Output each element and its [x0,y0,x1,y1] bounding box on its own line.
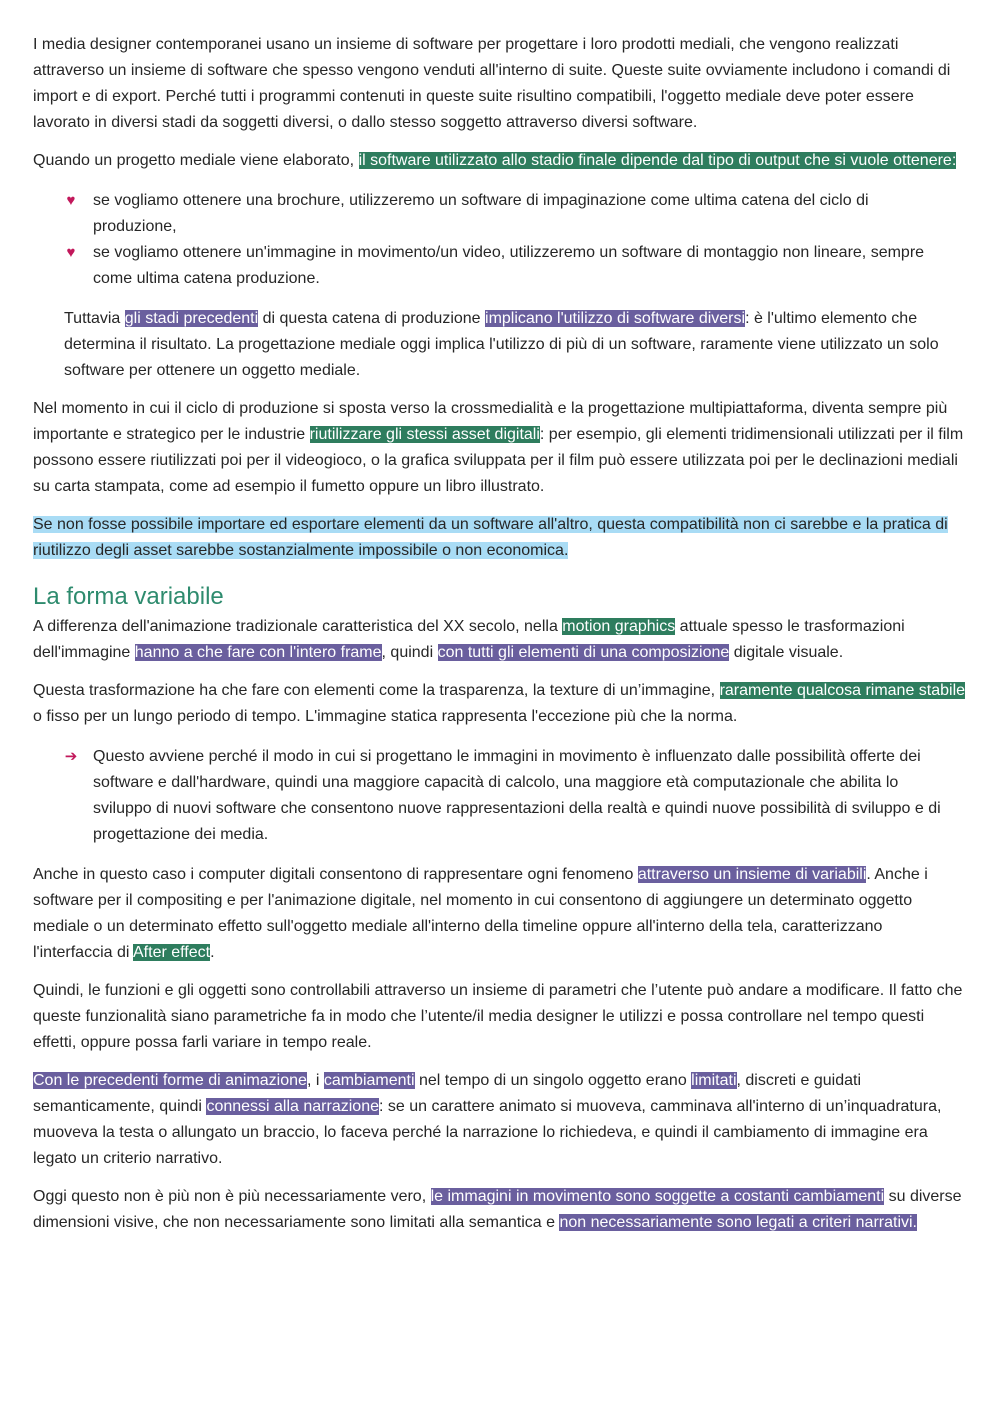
paragraph-stages: Tuttavia gli stadi precedenti di questa catena di produzione implicano l'utilizzo di software diversi: è l'ultimo elemento che determina il risultato. La progettazione mediale oggi implica l'utilizzo di più di un software, raramente viene utilizzato un solo software per ottenere un oggetto mediale. [64,310,939,379]
highlight-purple: non necessariamente sono legati a criteri narrativi. [559,1214,917,1231]
heart-icon: ♥ [66,192,76,209]
paragraph-output: Quando un progetto mediale viene elaborato, il software utilizzato allo stadio finale dipende dal tipo di output che si vuole ottenere: [33,152,957,169]
highlight-blue: Se non fosse possibile importare ed esportare elementi da un software all'altro, questa compatibilità non ci sarebbe e la pratica di riutilizzo degli asset sarebbe sostanzialmente impossibile o non economica. [33,516,948,559]
arrow-right-icon: ➔ [64,748,78,765]
section-heading: La forma variabile [33,583,224,610]
highlight-purple: attraverso un insieme di variabili [637,866,867,883]
highlight-green: il software utilizzato allo stadio finale dipende dal tipo di output che si vuole ottenere: [358,152,957,169]
paragraph-motion-graphics: A differenza dell'animazione tradizionale caratteristica del XX secolo, nella motion graphics attuale spesso le trasformazioni dell'immagine hanno a che fare con l'intero frame, quindi con tutti gli elementi di una composizione digitale visuale. [33,618,905,661]
highlight-purple: limitati [691,1072,737,1089]
highlight-purple: cambiamenti [323,1072,415,1089]
paragraph-today: Oggi questo non è più non è più necessariamente vero, le immagini in movimento sono soggette a costanti cambiamenti su diverse dimensioni visive, che non necessariamente sono limitati alla semantica e non necessariamente sono legati a criteri narrativi. [33,1188,962,1231]
highlight-green: After effect [133,944,211,961]
arrow-list [33,744,966,848]
list-item: ♥ se vogliamo ottenere una brochure, utilizzeremo un software di impaginazione come ultima catena del ciclo di produzione, [93,188,966,240]
heart-icon: ♥ [66,244,76,261]
paragraph-transformation: Questa trasformazione ha che fare con elementi come la trasparenza, la texture di un’immagine, raramente qualcosa rimane stabile o fisso per un lungo periodo di tempo. L'immagine statica rappresenta l'eccezione più che la norma. [33,682,966,725]
highlight-purple: connessi alla narrazione [206,1098,379,1115]
highlight-purple: con tutti gli elementi di una composizione [437,644,730,661]
highlight-green: motion graphics [562,618,676,635]
highlight-purple: Con le precedenti forme di animazione [33,1072,307,1089]
paragraph-compatibility [33,512,966,564]
highlight-green: raramente qualcosa rimane stabile [719,682,966,699]
paragraph-intro: I media designer contemporanei usano un insieme di software per progettare i loro prodotti mediali, che vengono realizzati attraverso un insieme di software che spesso vengono venduti all'interno di suite. Queste suite ovviamente includono i comandi di import e di export. Perché tutti i programmi contenuti in queste suite risultino compatibili, l'oggetto mediale deve poter essere lavorato in diversi stadi da soggetti diversi, o dallo stesso soggetto attraverso diversi software. [33,36,951,131]
bullet-list-outputs [33,188,966,292]
paragraph-crossmedia: Nel momento in cui il ciclo di produzione si sposta verso la crossmedialità e la progettazione multipiattaforma, diventa sempre più importante e strategico per le industrie riutilizzare gli stessi asset digitali: per esempio, gli elementi tridimensionali utilizzati per il film possono essere riutilizzati poi per il videogioco, o la grafica sviluppata per il film può essere utilizzata poi per le declinazioni mediali su carta stampata, come ad esempio il fumetto oppure un libro illustrato. [33,400,964,495]
highlight-purple: implicano l'utilizzo di software diversi [485,310,746,327]
paragraph-previous-forms: Con le precedenti forme di animazione, i cambiamenti nel tempo di un singolo oggetto erano limitati, discreti e guidati semanticamente, quindi connessi alla narrazione: se un carattere animato si muoveva, camminava all'interno di un’inquadratura, muoveva la testa o allungato un braccio, lo faceva perché la narrazione lo richiedeva, e quindi il cambiamento di immagine era legato un criterio narrativo. [33,1072,942,1167]
highlight-green: riutilizzare gli stessi asset digitali [309,426,540,443]
list-item: ♥ se vogliamo ottenere un'immagine in movimento/un video, utilizzeremo un software di montaggio non lineare, sempre come ultima catena produzione. [93,240,966,292]
list-item: ➔ Questo avviene perché il modo in cui si progettano le immagini in movimento è influenzato dalle possibilità offerte dei software e dall'hardware, quindi una maggiore capacità di calcolo, una maggiore età computazionale che abilita lo sviluppo di nuovi software che consentono nuove rappresentazioni della realtà e quindi nuove possibilità di sviluppo e di progettazione dei media. [93,744,966,848]
paragraph-variables: Anche in questo caso i computer digitali consentono di rappresentare ogni fenomeno attraverso un insieme di variabili. Anche i software per il compositing e per l'animazione digitale, nel momento in cui consentono di aggiungere un determinato oggetto mediale o un determinato effetto sull'oggetto mediale all'interno della timeline oppure all'interno della tela, caratterizzano l'interfaccia di After effect. [33,866,928,961]
highlight-purple: le immagini in movimento sono soggette a costanti cambiamenti [430,1188,885,1205]
paragraph-parameters: Quindi, le funzioni e gli oggetti sono controllabili attraverso un insieme di parametri che l’utente può andare a modificare. Il fatto che queste funzionalità siano parametriche fa in modo che l’utente/il media designer le utilizzi e possa controllare nel tempo questi effetti, oppure possa farli variare in tempo reale. [33,982,963,1051]
highlight-purple: hanno a che fare con l'intero frame [134,644,382,661]
highlight-purple: gli stadi precedenti [124,310,259,327]
